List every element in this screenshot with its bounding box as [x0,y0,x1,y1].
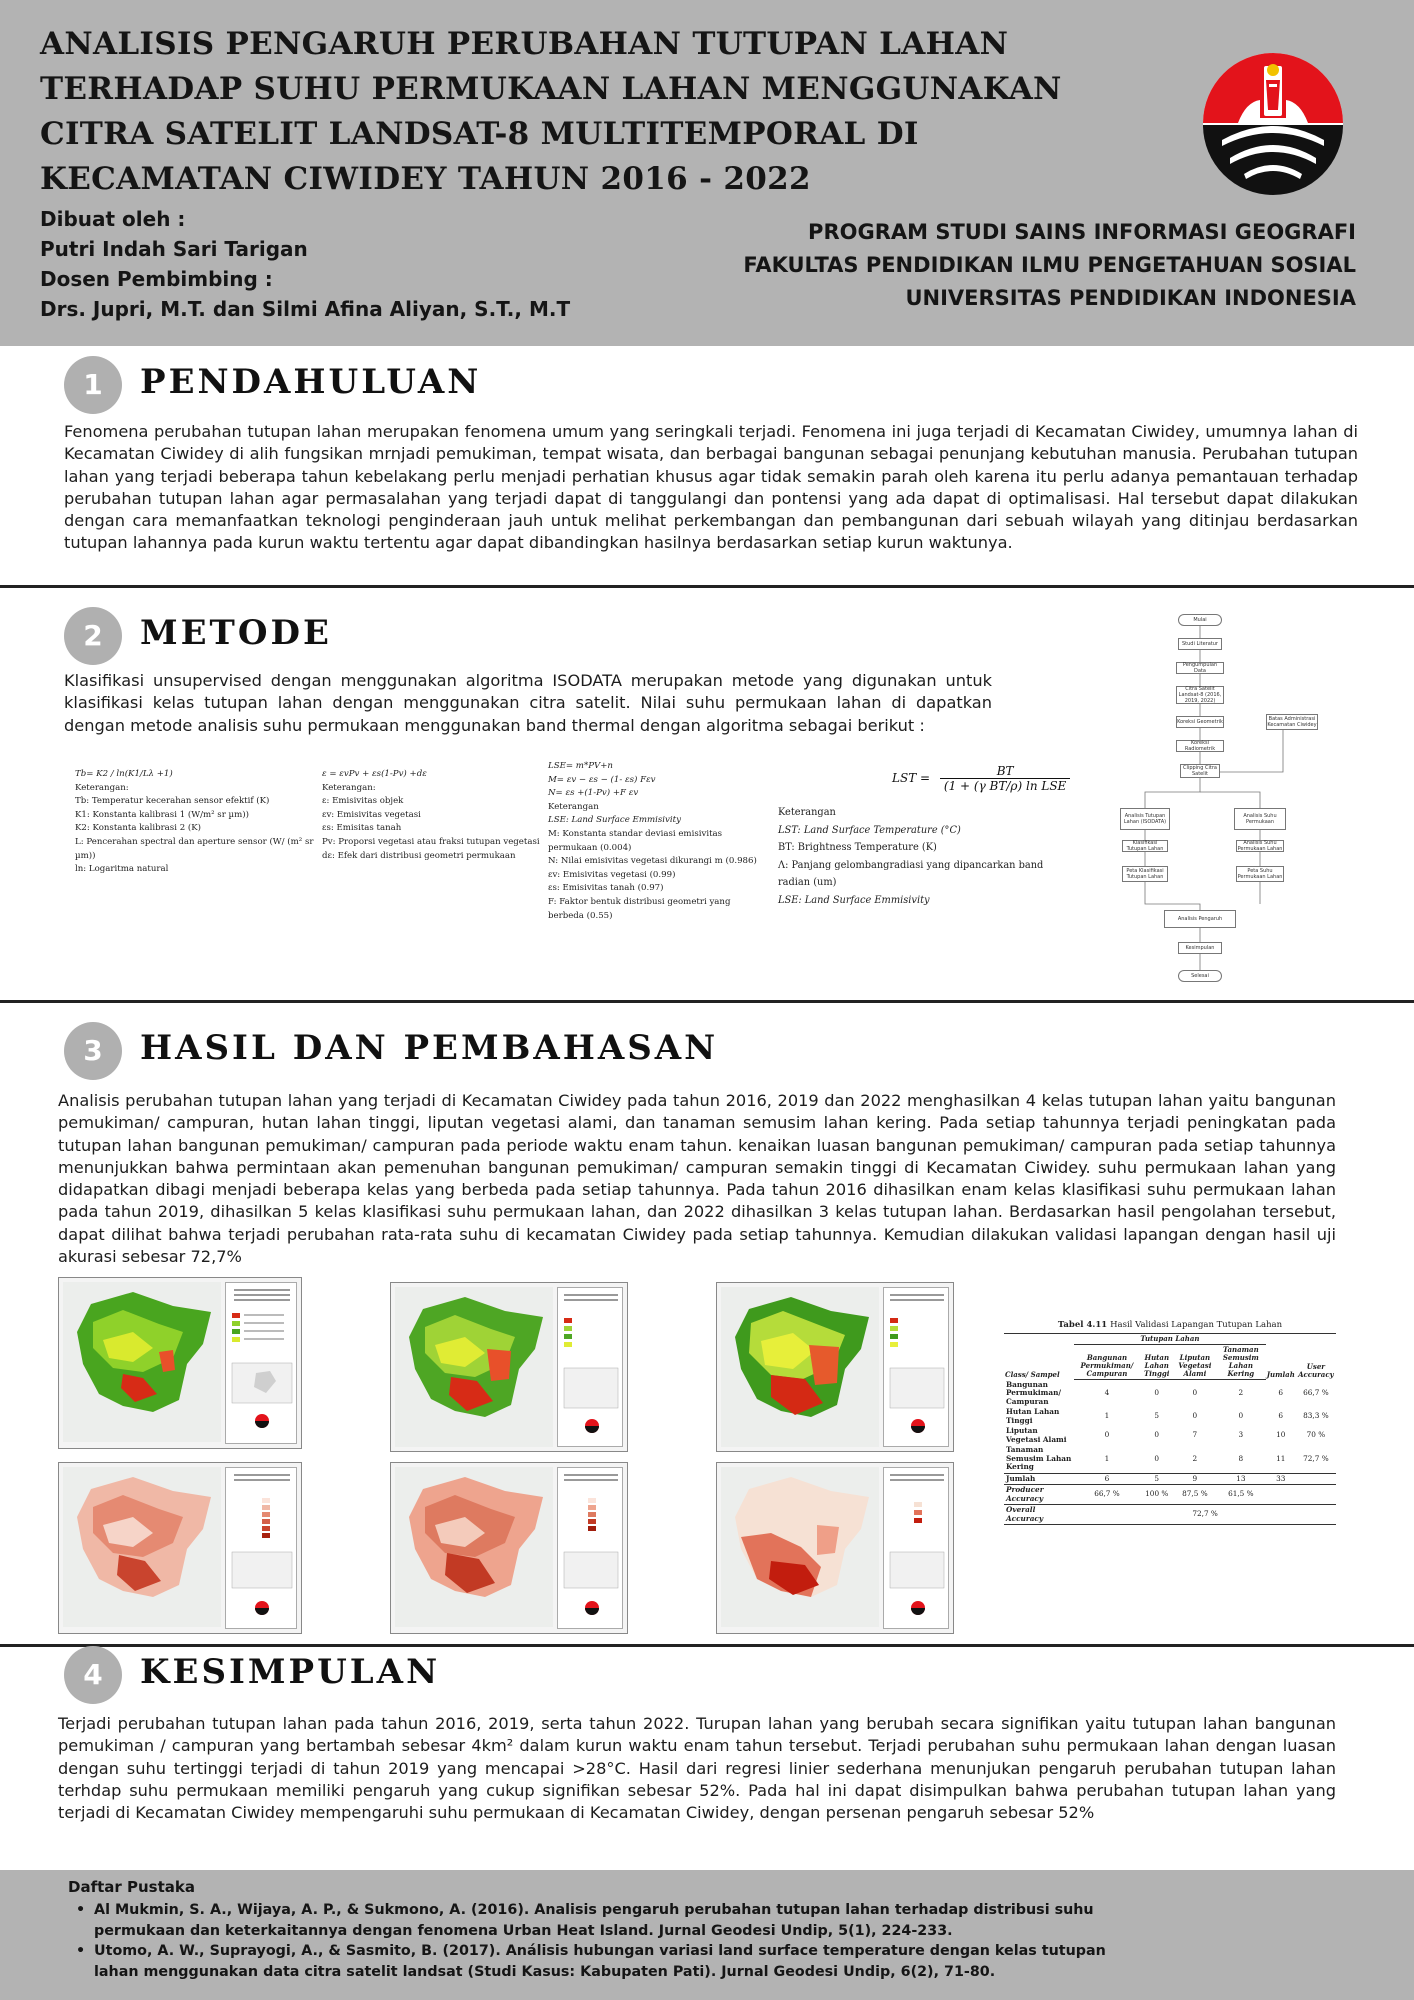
formula-item: F: Faktor bentuk distribusi geometri yang berbeda (0.55) [548,896,731,921]
table-row-label: Producer Accuracy [1004,1485,1074,1505]
flowchart-node: Koreksi Radiometrik [1176,740,1224,752]
table-cell: 66,7 % [1303,1388,1329,1397]
institution-line: FAKULTAS PENDIDIKAN ILMU PENGETAHUAN SOSIAL [743,253,1356,277]
table-cell: 100 % [1140,1485,1174,1505]
table-cell: 0 [1154,1430,1160,1440]
table-cell: 1 [1104,1411,1110,1421]
table-cell: 0 [1192,1388,1198,1398]
table-header-cell: Hutan Lahan Tinggi [1140,1345,1174,1380]
section-divider [0,1644,1414,1647]
formula-item: K2: Konstanta kalibrasi 2 (K) [75,823,202,834]
poster-title-line: TERHADAP SUHU PERMUKAAN LAHAN MENGGUNAKAN [40,71,1062,107]
table-header-cell: Jumlah [1266,1334,1296,1380]
table-cell: 11 [1276,1453,1286,1463]
institution-line: PROGRAM STUDI SAINS INFORMASI GEOGRAFI [808,220,1356,244]
institution-line: UNIVERSITAS PENDIDIKAN INDONESIA [905,286,1356,310]
formula-lst-keterangan [778,804,1078,909]
table-row [1004,1445,1336,1473]
table-cell: 7 [1192,1430,1198,1440]
flowchart-node: Analisis Tutupan Lahan (ISODATA) [1120,808,1170,830]
flowchart-node: Studi Literatur [1178,638,1222,650]
table-cell-overall: 72,7 % [1074,1505,1336,1525]
table-cell: 5 [1140,1473,1174,1485]
table-header-cell: Tanaman Semusim Lahan Kering [1216,1345,1266,1380]
table-cell: 2 [1192,1453,1198,1463]
landcover-map-2019 [390,1282,628,1452]
formula-item: Λ: Panjang gelombangradiasi yang dipancarkan band radian (um) [778,859,1044,888]
flowchart-node: Analisis Suhu Permukaan Lahan [1237,840,1283,852]
table-row [1004,1473,1336,1485]
formula-item: Pv: Proporsi vegetasi atau fraksi tutupan vegetasi [322,836,540,847]
formula-expression: LSE= m*PV+n [548,761,613,771]
section-title: METODE [140,613,332,653]
poster-title-line: KECAMATAN CIWIDEY TAHUN 2016 - 2022 [40,161,811,197]
table-cell: 0 [1154,1388,1160,1398]
table-cell: 6 [1278,1411,1284,1421]
formula-item: M: Konstanta standar deviasi emisivitas permukaan (0.004) [548,828,723,853]
table-cell: 72,7 % [1303,1453,1329,1463]
formula-expression: ε = εvPv + εs(1-Pv) +dε [322,769,427,779]
table-cell: 0 [1192,1411,1198,1421]
section-title: HASIL DAN PEMBAHASAN [140,1028,719,1068]
poster-title-line: CITRA SATELIT LANDSAT-8 MULTITEMPORAL DI [40,116,919,152]
flowchart-node: Batas Administrasi Kecamatan Ciwidey [1267,716,1317,728]
university-logo-icon [1200,50,1346,196]
table-cell: 61,5 % [1216,1485,1266,1505]
section-number-badge: 3 [64,1022,122,1080]
formula-item: BT: Brightness Temperature (K) [778,842,937,853]
formula-expression: Tb= K2 / ln(K1/Lλ +1) [75,769,173,779]
pendahuluan-text: Fenomena perubahan tutupan lahan merupakan fenomena umum yang seringkali terjadi. Fenomena ini juga terjadi di Kecamatan Ciwidey, umumnya lahan di Kecamatan Ciwidey di alih fungsikan mrnjadi pemukiman, tempat wisata, dan berbagai bangunan sebagai penunjang kebutuhan manusia. Perubahan tutupan lahan yang terjadi beberapa tahun kebelakang perlu menjadi perhatian khusus agar tidak semakin parah oleh karena itu perlu adanya pemantauan terhadap perubahan tutupan lahan agar permasalahan yang terjadi dapat di tanggulangi dan pontensi yang ada dapat di optimalisasi. Hal tersebut dapat dilakukan dengan cara memanfaatkan teknologi penginderaan jauh untuk melihat perkembangan dan pembangunan dari sebuah wilayah yang ditinjau berdasarkan tutupan lahannya pada kurun waktu tertentu agar dapat dibandingkan hasilnya berdasarkan setiap kurun waktunya. [64,422,1358,553]
table-row-label: Tanaman Semusim Lahan Kering [1006,1445,1072,1471]
table-cell: 1 [1104,1453,1110,1463]
flowchart-node: Clipping Citra Satelit [1180,764,1220,778]
table-row-label: Overall Accuracy [1004,1505,1074,1525]
formula-item: εs: Emisitas tanah [322,823,402,834]
section-title: PENDAHULUAN [140,362,482,402]
section-divider [0,585,1414,588]
table-cell: 83,3 % [1303,1411,1329,1421]
table-row-label: Hutan Lahan Tinggi [1006,1407,1060,1425]
header-banner [0,0,1414,346]
flowchart-node: Pengumpulan Data [1176,662,1224,674]
table-row-label: Liputan Vegetasi Alami [1006,1426,1067,1444]
institution-block [743,216,1356,315]
table-row [1004,1407,1336,1426]
lst-lhs: LST = [892,771,931,785]
flowchart-node: Klasifikasi Tutupan Lahan [1122,840,1168,852]
table-cell: 33 [1266,1473,1296,1485]
table-header-cell: User Accuracy [1296,1334,1336,1380]
flowchart-node: Selesai [1178,970,1222,982]
references-title: Daftar Pustaka [68,1878,196,1896]
table-cell: 9 [1174,1473,1216,1485]
table-row [1004,1505,1336,1525]
metode-text: Klasifikasi unsupervised dengan menggunakan algoritma ISODATA merupakan metode yang digunakan untuk klasifikasi kelas tutupan lahan dengan menggunakan citra satelit. Nilai suhu permukaan lahan di dapatkan dengan metode analisis suhu permukaan menggunakan band thermal dengan algoritma sebagai berikut : [64,671,992,735]
table-cell: 2 [1238,1388,1244,1398]
advisor-names: Drs. Jupri, M.T. dan Silmi Afina Aliyan, S.T., M.T [40,297,571,321]
flowchart-node: Kesimpulan [1178,942,1222,954]
table-cell: 4 [1104,1388,1110,1398]
formula-tb [75,768,315,877]
formula-item: dε: Efek dari distribusi geometri permukaan [322,850,516,861]
table-cell [1296,1485,1336,1505]
formula-emisivitas [322,768,542,863]
formula-keterangan-label: Keterangan: [75,782,129,793]
table-cell: 0 [1154,1453,1160,1463]
flowchart-node: Analisis Suhu Permukaan [1234,808,1286,830]
formula-item: εv: Emisivitas vegetasi [322,809,421,820]
formula-item: εv: Emisivitas vegetasi (0.99) [548,869,676,880]
references-footer [0,1870,1414,2000]
landcover-map-2016 [58,1277,302,1449]
formula-lse [548,760,768,923]
table-cell: 3 [1238,1430,1244,1440]
reference-item: • Utomo, A. W., Suprayogi, A., & Sasmito, B. (2017). Análisis hubungan variasi land surface temperature dengan kelas tutupan lahan menggunakan data citra satelit landsat (Studi Kasus: Kabupaten Pati). Jurnal Geodesi Undip, 6(2), 71-80. [76,1941,1136,1982]
flowchart-connectors [1100,604,1400,994]
section-title: KESIMPULAN [140,1652,441,1692]
table-row [1004,1485,1336,1505]
poster-title-line: ANALISIS PENGARUH PERUBAHAN TUTUPAN LAHAN [40,26,1009,62]
formula-keterangan-label: Keterangan [548,801,599,812]
section-divider [0,1000,1414,1003]
table-row-label: Bangunan Permukiman/ Campuran [1006,1379,1062,1406]
reference-item: • Al Mukmin, S. A., Wijaya, A. P., & Sukmono, A. (2016). Analisis pengaruh perubahan tutupan lahan terhadap distribusi suhu permukaan dan keterkaitannya dengan fenomena Urban Heat Island. Jurnal Geodesi Undip, 5(1), 224-233. [76,1900,1136,1941]
formula-item: LST: Land Surface Temperature (°C) [778,824,961,836]
table-header-group: Tutupan Lahan [1074,1334,1265,1345]
formula-item: K1: Konstanta kalibrasi 1 (W/m² sr µm)) [75,809,249,820]
formula-keterangan-label: Keterangan: [322,782,376,793]
table-cell: 5 [1154,1411,1160,1421]
table-cell: 70 % [1306,1430,1326,1440]
formula-keterangan-label: Keterangan [778,807,836,818]
validation-accuracy-table [1004,1320,1336,1525]
section-number-badge: 1 [64,356,122,414]
section-number-badge: 2 [64,607,122,665]
table-header-class: Class/ Sampel [1004,1334,1074,1380]
landcover-map-2022 [716,1282,954,1452]
table-cell: 13 [1216,1473,1266,1485]
lst-map-2016 [58,1462,302,1634]
formula-item: LSE: Land Surface Emmisivity [778,894,930,906]
formula-expression: M= εv − εs − (1- εs) Fεv [548,774,656,785]
flowchart-node: Citra Satelit Landsat-8 (2016, 2019, 2022) [1176,686,1224,704]
advisor-label: Dosen Pembimbing : [40,267,273,291]
formula-item: LSE: Land Surface Emmisivity [548,815,681,826]
kesimpulan-text: Terjadi perubahan tutupan lahan pada tahun 2016, 2019, serta tahun 2022. Turupan lahan yang berubah secara signifikan yaitu tutupan lahan bangunan pemukiman / campuran yang bertambah sebesar 4km² dalam kurun waktu enam tahun tersebut. Terjadi perubahan suhu permukaan lahan dengan luasan dengan suhu tertinggi terjadi di tahun 2019 yang mencapai >28°C. Hasil dari regresi linier sederhana menunjukan pengaruh perubahan tutupan lahan terhdap suhu permukaan memiliki pengaruh yang cukup signifikan sebesar 52%. Pada hal ini dapat disimpulkan bahwa perubahan tutupan lahan yang terjadi di Kecamatan Ciwidey mempengaruhi suhu permukaan di Kecamatan Ciwidey, dengan persenan pengaruh sebesar 52% [58,1714,1336,1823]
table-row-label: Jumlah [1004,1473,1074,1485]
flowchart-node: Peta Klasifikasi Tutupan Lahan [1122,866,1168,882]
flowchart-node: Mulai [1178,614,1222,626]
table-caption-title: Hasil Validasi Lapangan Tutupan Lahan [1110,1320,1283,1330]
table-header-cell: Bangunan Permukiman/ Campuran [1074,1345,1140,1380]
author-name: Putri Indah Sari Tarigan [40,237,308,261]
table-cell: 0 [1104,1430,1110,1440]
table-cell [1266,1485,1296,1505]
formula-item: L: Pencerahan spectral dan aperture sensor (W/ (m² sr µm)) [75,836,314,861]
table-cell: 0 [1238,1411,1244,1421]
formula-item: ln: Logaritma natural [75,864,169,875]
flowchart-node: Analisis Pengaruh [1164,910,1236,928]
table-caption-number: Tabel 4.11 [1057,1320,1108,1330]
table-cell: 8 [1238,1453,1244,1463]
flowchart-node: Koreksi Geometrik [1176,716,1224,728]
formula-lst-expression [892,764,1070,793]
table-cell: 87,5 % [1174,1485,1216,1505]
table-cell: 10 [1276,1430,1286,1440]
formula-item: N: Nilai emisivitas vegetasi dikurangi m (0.986) [548,856,757,867]
hasil-text: Analisis perubahan tutupan lahan yang terjadi di Kecamatan Ciwidey pada tahun 2016, 2019 dan 2022 menghasilkan 4 kelas tutupan lahan yaitu bangunan pemukiman/ campuran, hutan lahan tinggi, liputan vegetasi alami, dan tanaman semusim lahan kering. Pada setiap tahunnya terjadi peningkatan pada tutupan lahan bangunan pemukiman/ campuran pada periode waktu enam tahun. kenaikan luasan bangunan pemukiman/ campuran pada setiap tahunnya menunjukkan bahwa permintaan akan pemenuhan bangunan pemukiman/ campuran semakin tinggi di Kecamatan Ciwidey. suhu permukaan lahan yang didapatkan dibagi menjadi beberapa kelas yang berbeda pada setiap tahunnya. Pada tahun 2016 dihasilkan enam kelas klasifikasi suhu permukaan lahan pada tahun 2019, dihasilkan 5 kelas klasifikasi suhu permukaan lahan, dan 2022 dihasilkan 3 kelas tutupan lahan. Berdasarkan hasil pengolahan tersebut, dapat dilihat bahwa terjadi perubahan rata-rata suhu di kecamatan Ciwidey pada setiap tahunnya. Kemudian dilakukan validasi lapangan dengan hasil uji akurasi sebesar 72,7% [58,1091,1336,1267]
formula-item: Tb: Temperatur kecerahan sensor efektif (K) [75,796,270,807]
table-header-cell: Liputan Vegetasi Alami [1174,1345,1216,1380]
table-row [1004,1380,1336,1408]
table-cell: 6 [1074,1473,1140,1485]
poster-title [40,22,1160,202]
formula-item: εs: Emisivitas tanah (0.97) [548,883,664,894]
table-cell: 66,7 % [1074,1485,1140,1505]
references-list [76,1900,1136,1982]
flowchart-node: Peta Suhu Permukaan Lahan [1237,868,1283,880]
lst-map-2022 [716,1462,954,1634]
table-cell: 6 [1278,1388,1284,1397]
author-label: Dibuat oleh : [40,207,186,231]
table-cell [1296,1473,1336,1485]
formula-item: ε: Emisivitas objek [322,796,404,807]
lst-map-2019 [390,1462,628,1634]
table-row [1004,1426,1336,1445]
section-number-badge: 4 [64,1646,122,1704]
table-caption [1004,1320,1336,1330]
lst-denominator: (1 + (γ BT/ρ) ln LSE [943,779,1067,793]
formula-expression: N= εs +(1-Pv) +F εv [548,788,639,799]
author-block [40,204,570,324]
lst-numerator: BT [940,764,1070,779]
